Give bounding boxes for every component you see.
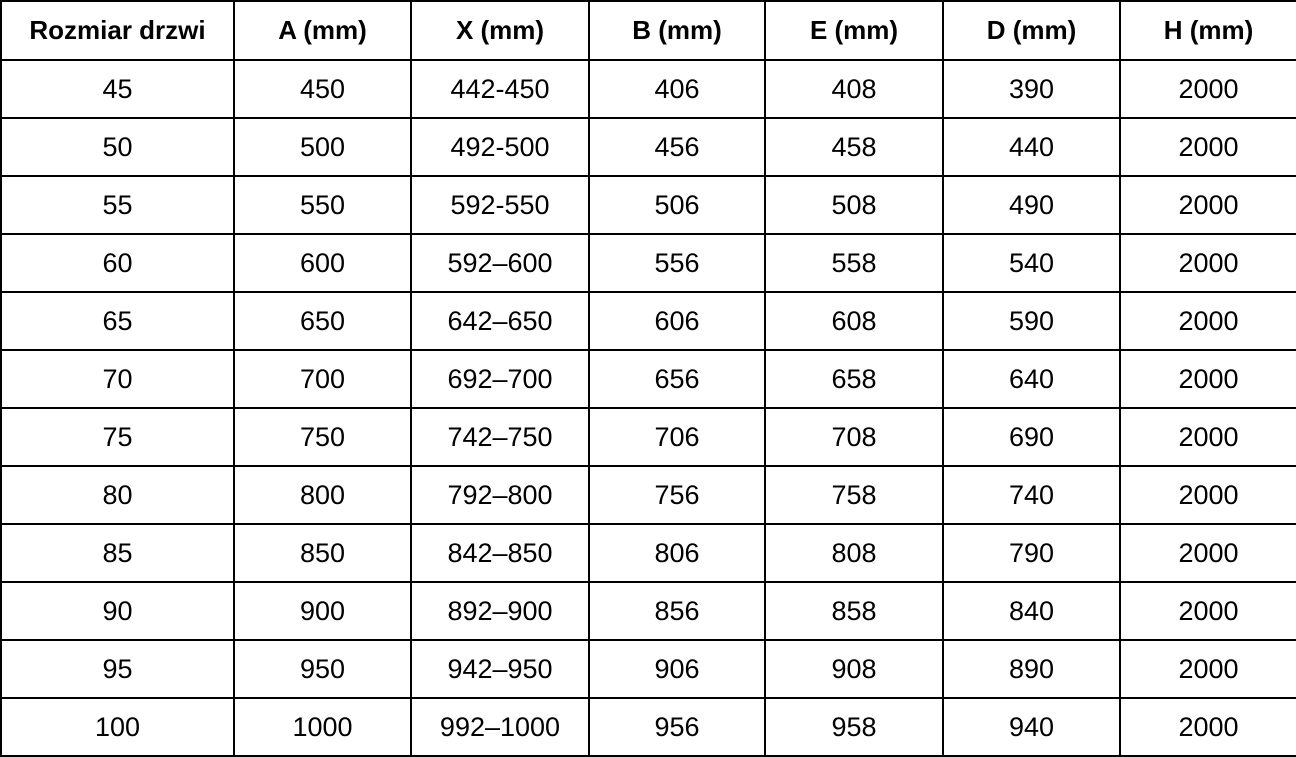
table-cell: 458 [765, 118, 943, 176]
table-cell: 450 [234, 60, 411, 118]
table-cell: 60 [1, 234, 234, 292]
table-cell: 408 [765, 60, 943, 118]
table-row [1, 524, 1296, 582]
table-cell: 2000 [1120, 698, 1296, 756]
table-cell: 556 [589, 234, 765, 292]
table-cell: 2000 [1120, 524, 1296, 582]
table-cell: 650 [234, 292, 411, 350]
table-cell: 2000 [1120, 118, 1296, 176]
table-cell: 2000 [1120, 350, 1296, 408]
table-cell: 55 [1, 176, 234, 234]
table-cell: 2000 [1120, 292, 1296, 350]
table-cell: 592-550 [411, 176, 589, 234]
table-cell: 490 [943, 176, 1120, 234]
table-cell: 100 [1, 698, 234, 756]
table-cell: 858 [765, 582, 943, 640]
table-cell: 440 [943, 118, 1120, 176]
table-cell: 608 [765, 292, 943, 350]
table-row [1, 176, 1296, 234]
column-header-rozmiar-drzwi: Rozmiar drzwi [1, 1, 234, 60]
table-cell: 658 [765, 350, 943, 408]
table-cell: 692–700 [411, 350, 589, 408]
table-cell: 506 [589, 176, 765, 234]
table-cell: 1000 [234, 698, 411, 756]
column-header-a-mm: A (mm) [234, 1, 411, 60]
table-cell: 2000 [1120, 466, 1296, 524]
table-cell: 600 [234, 234, 411, 292]
table-cell: 90 [1, 582, 234, 640]
table-cell: 75 [1, 408, 234, 466]
table-cell: 750 [234, 408, 411, 466]
table-cell: 740 [943, 466, 1120, 524]
table-cell: 70 [1, 350, 234, 408]
table-cell: 65 [1, 292, 234, 350]
table-cell: 2000 [1120, 640, 1296, 698]
table-cell: 690 [943, 408, 1120, 466]
table-row [1, 292, 1296, 350]
table-row [1, 408, 1296, 466]
table-cell: 706 [589, 408, 765, 466]
table-cell: 992–1000 [411, 698, 589, 756]
table-cell: 942–950 [411, 640, 589, 698]
table-cell: 558 [765, 234, 943, 292]
table-cell: 792–800 [411, 466, 589, 524]
table-cell: 940 [943, 698, 1120, 756]
column-header-x-mm: X (mm) [411, 1, 589, 60]
table-cell: 2000 [1120, 176, 1296, 234]
table-cell: 540 [943, 234, 1120, 292]
table-cell: 850 [234, 524, 411, 582]
table-row [1, 698, 1296, 756]
table-cell: 50 [1, 118, 234, 176]
table-cell: 456 [589, 118, 765, 176]
table-cell: 806 [589, 524, 765, 582]
table-cell: 956 [589, 698, 765, 756]
column-header-e-mm: E (mm) [765, 1, 943, 60]
table-cell: 590 [943, 292, 1120, 350]
table-cell: 890 [943, 640, 1120, 698]
table-cell: 390 [943, 60, 1120, 118]
column-header-b-mm: B (mm) [589, 1, 765, 60]
table-cell: 642–650 [411, 292, 589, 350]
column-header-h-mm: H (mm) [1120, 1, 1296, 60]
table-cell: 892–900 [411, 582, 589, 640]
table-cell: 900 [234, 582, 411, 640]
table-cell: 906 [589, 640, 765, 698]
table-cell: 842–850 [411, 524, 589, 582]
column-header-d-mm: D (mm) [943, 1, 1120, 60]
table-cell: 856 [589, 582, 765, 640]
header-row [1, 1, 1296, 60]
table-cell: 85 [1, 524, 234, 582]
table-row [1, 234, 1296, 292]
table-cell: 958 [765, 698, 943, 756]
table-row [1, 582, 1296, 640]
table-cell: 708 [765, 408, 943, 466]
table-cell: 908 [765, 640, 943, 698]
table-cell: 950 [234, 640, 411, 698]
table-cell: 756 [589, 466, 765, 524]
table-cell: 2000 [1120, 234, 1296, 292]
table-cell: 656 [589, 350, 765, 408]
table-row [1, 350, 1296, 408]
table-cell: 80 [1, 466, 234, 524]
table-cell: 95 [1, 640, 234, 698]
table-row [1, 118, 1296, 176]
table-cell: 508 [765, 176, 943, 234]
table-row [1, 466, 1296, 524]
table-cell: 800 [234, 466, 411, 524]
table-cell: 442-450 [411, 60, 589, 118]
table-cell: 2000 [1120, 582, 1296, 640]
table-cell: 2000 [1120, 60, 1296, 118]
table-cell: 640 [943, 350, 1120, 408]
table-cell: 406 [589, 60, 765, 118]
table-cell: 500 [234, 118, 411, 176]
table-cell: 808 [765, 524, 943, 582]
table-row [1, 640, 1296, 698]
table-cell: 790 [943, 524, 1120, 582]
table-cell: 45 [1, 60, 234, 118]
table-cell: 700 [234, 350, 411, 408]
table-row [1, 60, 1296, 118]
table-cell: 550 [234, 176, 411, 234]
table-cell: 492-500 [411, 118, 589, 176]
table-cell: 592–600 [411, 234, 589, 292]
table-cell: 606 [589, 292, 765, 350]
table-cell: 840 [943, 582, 1120, 640]
table-cell: 758 [765, 466, 943, 524]
table-cell: 742–750 [411, 408, 589, 466]
table-cell: 2000 [1120, 408, 1296, 466]
